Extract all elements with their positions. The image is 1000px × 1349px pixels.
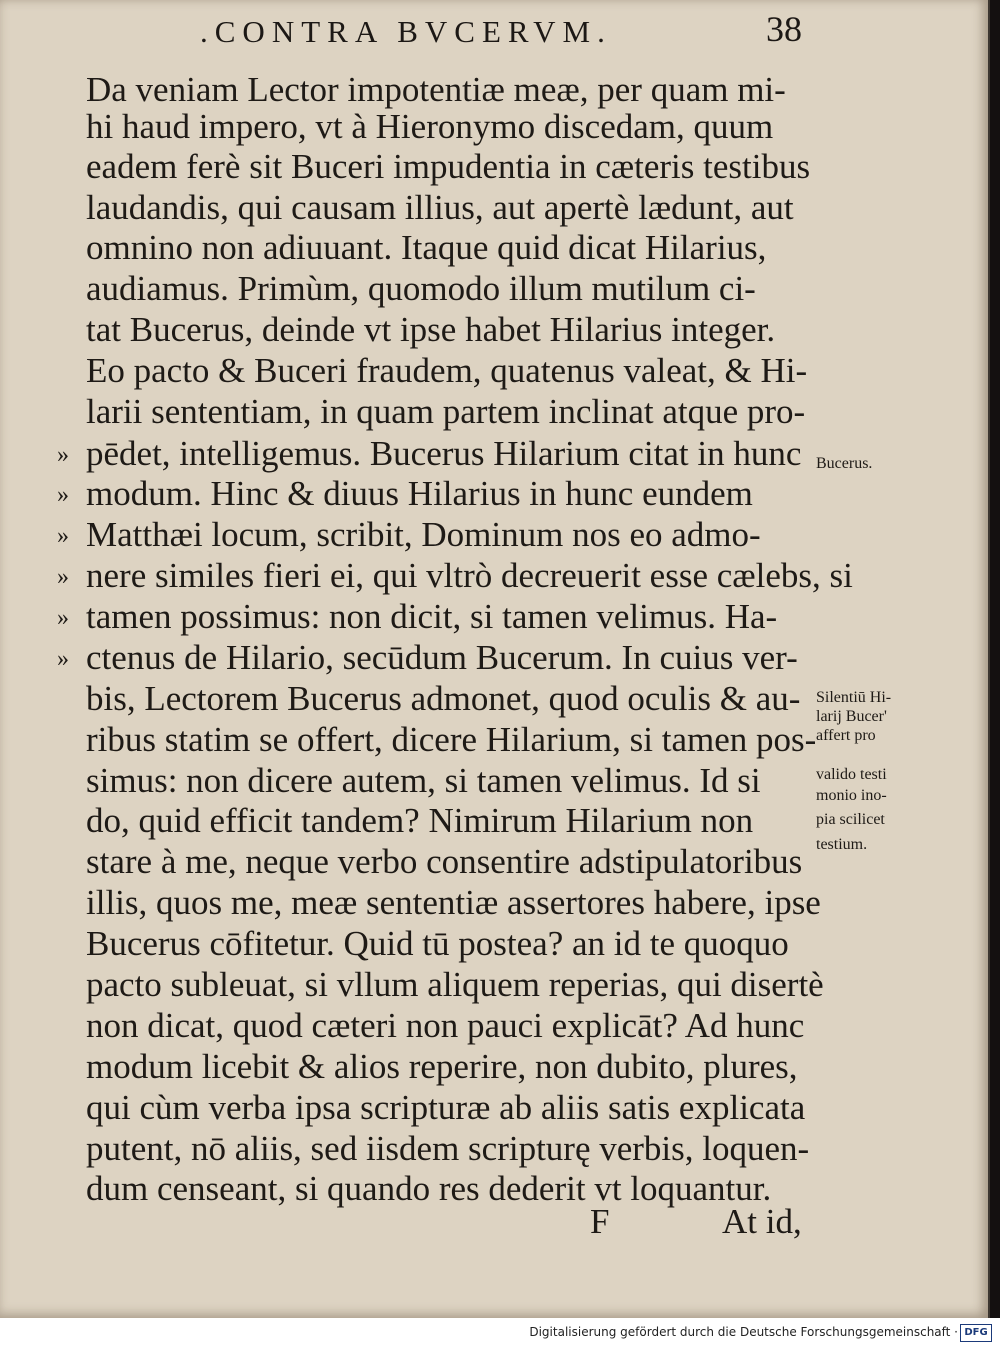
- text-line: nere similes fieri ei, qui vltrò decreuerit esse cælebs, si: [86, 556, 853, 595]
- page-number: 38: [766, 9, 802, 49]
- dfg-logo: DFG: [960, 1324, 992, 1342]
- quotation-mark: »: [57, 564, 69, 590]
- marginal-note-line: Silentiū Hi-: [816, 689, 892, 706]
- text-line: simus: non dicere autem, si tamen velimus. Id si: [86, 761, 761, 800]
- text-line: omnino non adiuuant. Itaque quid dicat Hilarius,: [86, 228, 767, 267]
- catchword: At id,: [722, 1202, 802, 1241]
- text-line: eadem ferè sit Buceri impudentia in cæteris testibus: [86, 147, 811, 186]
- text-line: ctenus de Hilario, secūdum Bucerum. In cuius ver-: [86, 638, 798, 677]
- text-line: pacto subleuat, si vllum aliquem reperias, qui disertè: [86, 965, 824, 1004]
- quotation-mark: »: [57, 482, 69, 508]
- marginal-note-line: testium.: [816, 836, 868, 853]
- text-line: modum. Hinc & diuus Hilarius in hunc eundem: [86, 474, 753, 513]
- text-line: pēdet, intelligemus. Bucerus Hilarium citat in hunc: [86, 434, 802, 473]
- text-line: ribus statim se offert, dicere Hilarium, si tamen pos-: [86, 720, 817, 759]
- text-line: illis, quos me, meæ sententiæ assertores habere, ipse: [86, 883, 821, 922]
- marginal-note-line: valido testi: [816, 766, 887, 783]
- text-line: Eo pacto & Buceri fraudem, quatenus valeat, & Hi-: [86, 351, 808, 390]
- signature-mark: F: [590, 1202, 610, 1241]
- marginal-note-line: monio ino-: [816, 787, 887, 804]
- marginal-note-line: larij Bucer': [816, 708, 887, 725]
- text-line: Da veniam Lector impotentiæ meæ, per quam mi-: [86, 70, 786, 109]
- text-line: bis, Lectorem Bucerus admonet, quod oculis & au-: [86, 679, 801, 718]
- text-line: tat Bucerus, deinde vt ipse habet Hilarius integer.: [86, 310, 776, 349]
- quotation-mark: »: [57, 605, 69, 631]
- text-line: dum censeant, si quando res dederit vt loquantur.: [86, 1169, 772, 1208]
- marginal-note-line: pia scilicet: [816, 811, 885, 828]
- running-head: .CONTRA BVCERVM.: [200, 14, 612, 49]
- text-line: Bucerus cōfitetur. Quid tū postea? an id te quoquo: [86, 924, 789, 963]
- text-line: larii sententiam, in quam partem inclinat atque pro-: [86, 392, 806, 431]
- marginal-note-line: affert pro: [816, 727, 876, 744]
- text-line: laudandis, qui causam illius, aut apertè lædunt, aut: [86, 188, 794, 227]
- text-line: qui cùm verba ipsa scripturæ ab aliis satis explicata: [86, 1088, 806, 1127]
- marginal-note: Bucerus.: [816, 455, 873, 472]
- text-line: modum licebit & alios reperire, non dubito, plures,: [86, 1047, 798, 1086]
- text-line: tamen possimus: non dicit, si tamen velimus. Ha-: [86, 597, 778, 636]
- quotation-mark: »: [57, 442, 69, 468]
- footer-bar: [0, 1318, 1000, 1349]
- text-line: audiamus. Primùm, quomodo illum mutilum ci-: [86, 269, 756, 308]
- text-line: putent, nō aliis, sed iisdem scripturę verbis, loquen-: [86, 1129, 810, 1168]
- funding-credit: Digitalisierung gefördert durch die Deutsche Forschungsgemeinschaft ·: [529, 1325, 958, 1339]
- text-line: non dicat, quod cæteri non pauci explicāt? Ad hunc: [86, 1006, 805, 1045]
- text-line: hi haud impero, vt à Hieronymo discedam, quum: [86, 107, 774, 146]
- text-line: Matthæi locum, scribit, Dominum nos eo admo-: [86, 515, 761, 554]
- quotation-mark: »: [57, 646, 69, 672]
- quotation-mark: »: [57, 523, 69, 549]
- text-line: do, quid efficit tandem? Nimirum Hilarium non: [86, 801, 754, 840]
- text-line: stare à me, neque verbo consentire adstipulatoribus: [86, 842, 803, 881]
